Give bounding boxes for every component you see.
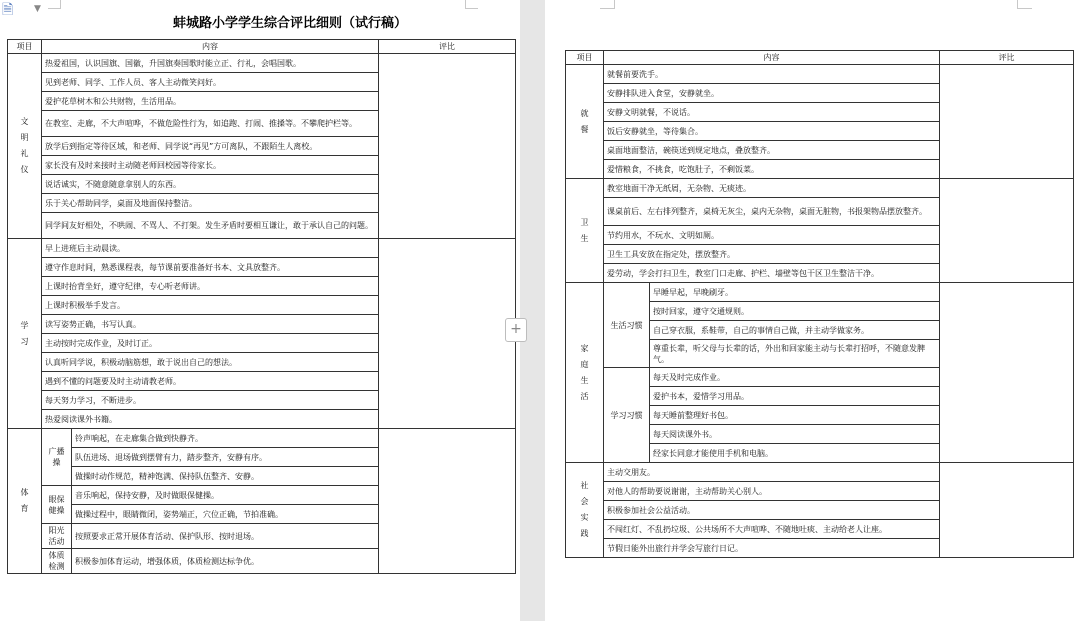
- table-row: [566, 65, 1074, 84]
- content-cell: 经家长同意才能使用手机和电脑。: [650, 444, 940, 463]
- subcategory-cell: 广播操: [42, 429, 72, 486]
- content-cell: 教室地面干净无纸屑，无杂物、无痰迹。: [604, 179, 940, 198]
- content-cell: 放学后到指定等待区域，和老师、同学说“再见”方可离队，不跟陌生人离校。: [42, 137, 379, 156]
- content-cell: 爱惜粮食，不挑食，吃饱肚子，不剩饭菜。: [604, 160, 940, 179]
- content-cell: 上课时抬背坐好，遵守纪律，专心听老师讲。: [42, 277, 379, 296]
- content-cell: 就餐前要洗手。: [604, 65, 940, 84]
- left-page: [0, 0, 520, 621]
- content-cell: 按时回家，遵守交通规则。: [650, 302, 940, 321]
- content-cell: 做操过程中，眼睛微闭，姿势端正，穴位正确，节拍准确。: [72, 505, 379, 524]
- header-row: [566, 51, 1074, 65]
- content-cell: 积极参加体育运动，增强体质，体质检测达标争优。: [72, 549, 379, 574]
- subcategory-cell: 生活习惯: [604, 283, 650, 368]
- table-row: [566, 463, 1074, 482]
- content-cell: 自己穿衣服，系鞋带，自己的事情自己做，并主动学做家务。: [650, 321, 940, 340]
- content-cell: 见到老师、同学、工作人员、客人主动微笑问好。: [42, 73, 379, 92]
- content-cell: 安静文明就餐，不说话。: [604, 103, 940, 122]
- table-row: [8, 54, 516, 73]
- subcategory-cell: 学习习惯: [604, 368, 650, 463]
- subcategory-cell: 眼保健操: [42, 486, 72, 524]
- content-cell: 爱护书本，爱惜学习用品。: [650, 387, 940, 406]
- header-score: 评比: [940, 51, 1074, 65]
- content-cell: 不闯红灯、不乱扔垃圾、公共场所不大声喧哗、不随地吐痰、主动给老人让座。: [604, 520, 940, 539]
- right-evaluation-table: [565, 50, 1074, 558]
- header-item: 项目: [566, 51, 604, 65]
- header-score: 评比: [379, 40, 516, 54]
- header-content: 内容: [42, 40, 379, 54]
- content-cell: 尊重长辈，听父母与长辈的话，外出和回家能主动与长辈打招呼，不随意发脾气。: [650, 340, 940, 368]
- content-cell: 每天及时完成作业。: [650, 368, 940, 387]
- category-cell: [566, 65, 604, 179]
- score-cell[interactable]: [940, 283, 1074, 463]
- content-cell: 节约用水，不玩水、文明如厕。: [604, 226, 940, 245]
- content-cell: 对他人的帮助要说谢谢，主动帮助关心别人。: [604, 482, 940, 501]
- margin-mark: [48, 0, 61, 9]
- score-cell[interactable]: [379, 429, 516, 574]
- content-cell: 每天努力学习，不断进步。: [42, 391, 379, 410]
- content-cell: 主动按时完成作业，及时订正。: [42, 334, 379, 353]
- content-cell: 在教室、走廊，不大声喧哗，不做危险性行为，如追跑、打闹、推搡等。不攀爬护栏等。: [42, 111, 379, 137]
- left-evaluation-table: [7, 39, 516, 574]
- category-label: 体育: [20, 488, 29, 513]
- score-cell[interactable]: [379, 239, 516, 429]
- category-cell: [8, 54, 42, 239]
- category-label: 卫生: [580, 217, 589, 243]
- content-cell: 积极参加社会公益活动。: [604, 501, 940, 520]
- content-cell: 卫生工具安放在指定处，摆放整齐。: [604, 245, 940, 264]
- table-row: [8, 239, 516, 258]
- category-label: 文明礼仪: [20, 117, 29, 174]
- content-cell: 音乐响起，保持安静，及时做眼保健操。: [72, 486, 379, 505]
- content-cell: 安静排队进入食堂，安静就坐。: [604, 84, 940, 103]
- category-label: 社会实践: [580, 481, 589, 538]
- content-cell: 读写姿势正确，书写认真。: [42, 315, 379, 334]
- content-cell: 热爱阅读课外书籍。: [42, 410, 379, 429]
- content-cell: 乐于关心帮助同学，桌面及地面保持整洁。: [42, 194, 379, 213]
- table-row: [8, 429, 516, 448]
- score-cell[interactable]: [379, 54, 516, 239]
- score-cell[interactable]: [940, 65, 1074, 179]
- content-cell: 遇到不懂的问题要及时主动请教老师。: [42, 372, 379, 391]
- category-cell: [8, 239, 42, 429]
- content-cell: 爱劳动，学会打扫卫生，教室门口走廊、护栏、墙壁等包干区卫生整洁干净。: [604, 264, 940, 283]
- category-cell: [566, 463, 604, 558]
- margin-mark: [465, 0, 478, 9]
- category-cell: [8, 429, 42, 574]
- content-cell: 每天阅读课外书。: [650, 425, 940, 444]
- category-cell: [566, 179, 604, 283]
- add-page-button[interactable]: +: [505, 318, 527, 342]
- header-content: 内容: [604, 51, 940, 65]
- table-row: [566, 179, 1074, 198]
- content-cell: 课桌前后、左右排列整齐，桌椅无灰尘，桌内无杂物，桌面无脏物，书报架物品摆放整齐。: [604, 198, 940, 226]
- content-cell: 做操时动作规范，精神饱满、保持队伍整齐、安静。: [72, 467, 379, 486]
- score-cell[interactable]: [940, 179, 1074, 283]
- document-icon[interactable]: 🗎: [2, 2, 14, 18]
- header-item: 项目: [8, 40, 42, 54]
- category-label: 家庭生活: [580, 343, 589, 401]
- content-cell: 饭后安静就坐，等待集合。: [604, 122, 940, 141]
- header-row: [8, 40, 516, 54]
- score-cell[interactable]: [940, 463, 1074, 558]
- content-cell: 热爱祖国，认识国旗、国徽，升国旗奏国歌时能立正、行礼，会唱国歌。: [42, 54, 379, 73]
- category-label: 学习: [20, 320, 29, 346]
- content-cell: 上课时积极举手发言。: [42, 296, 379, 315]
- category-cell: [566, 283, 604, 463]
- category-label: 就餐: [580, 108, 589, 134]
- chevron-down-icon[interactable]: ▼: [34, 4, 41, 14]
- table-row: [566, 283, 1074, 302]
- subcategory-cell: 体质检测: [42, 549, 72, 574]
- content-cell: 铃声响起，在走廊集合做到快静齐。: [72, 429, 379, 448]
- content-cell: 桌面地面整洁，碗筷送到规定地点，叠放整齐。: [604, 141, 940, 160]
- margin-mark: [600, 0, 615, 9]
- margin-mark: [1017, 0, 1032, 9]
- content-cell: 节假日能外出旅行并学会写旅行日记。: [604, 539, 940, 558]
- content-cell: 爱护花草树木和公共财物，生活用品。: [42, 92, 379, 111]
- content-cell: 家长没有及时来接时主动随老师回校园等待家长。: [42, 156, 379, 175]
- content-cell: 认真听同学说，积极动脑筋想，敢于说出自己的想法。: [42, 353, 379, 372]
- document-title: 蚌城路小学学生综合评比细则（试行稿）: [172, 16, 407, 31]
- content-cell: 队伍进场、退场做到摆臂有力，踏步整齐，安静有序。: [72, 448, 379, 467]
- content-cell: 按照要求正常开展体育活动、保护队形、按时退场。: [72, 524, 379, 549]
- page-gutter: [520, 0, 545, 621]
- right-page: [545, 0, 1080, 621]
- content-cell: 早睡早起，早晚刷牙。: [650, 283, 940, 302]
- content-cell: 主动交朋友。: [604, 463, 940, 482]
- content-cell: 说话诚实，不随意随意拿别人的东西。: [42, 175, 379, 194]
- subcategory-cell: 阳光活动: [42, 524, 72, 549]
- content-cell: 遵守作息时间，熟悉课程表，每节课前要准备好书本、文具放整齐。: [42, 258, 379, 277]
- content-cell: 早上进班后主动晨读。: [42, 239, 379, 258]
- content-cell: 每天睡前整理好书包。: [650, 406, 940, 425]
- content-cell: 同学间友好相处，不哄闹、不骂人、不打架。发生矛盾时要相互谦让，敢于承认自己的问题。: [42, 213, 379, 239]
